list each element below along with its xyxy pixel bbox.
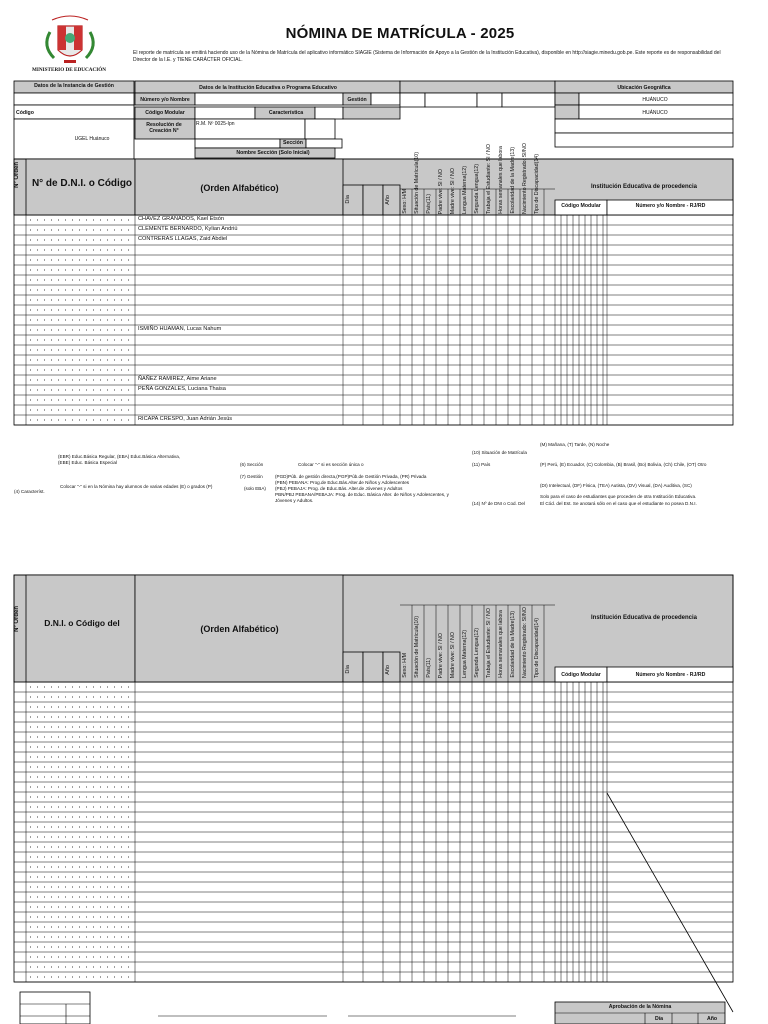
vertical-col-11: Nacimiento Registrado: SI/NO [522, 607, 528, 678]
orden-header: Nº Orden [14, 162, 20, 188]
note-pais: (11) País [472, 462, 491, 467]
aprobacion-title: Aprobación de la Nómina [608, 1004, 672, 1010]
vertical-col-2: Situación de Matrícula(10) [414, 616, 420, 678]
aprobacion-anio: Año [706, 1016, 718, 1022]
table2-dni-col [26, 575, 135, 682]
ubicacion-2: HUÁNUCO [642, 110, 668, 116]
vertical-col-4: Padre vive: SI / NO [438, 632, 444, 678]
vertical-col-12: Tipo de Discapacidad(14) [534, 617, 540, 678]
codigo-modular-header-2: Código Modular [561, 672, 601, 678]
gestion-label: Gestión [347, 97, 367, 103]
u1 [555, 93, 579, 105]
vertical-col-8: Trabaja el Estudiante: SI / NO [486, 607, 492, 678]
ubicacion-title: Ubicación Geográfica [617, 85, 671, 91]
gestion-value [371, 93, 400, 105]
student-name: CHAVEZ GRANADOS, Kael Etsón [138, 216, 225, 222]
u4 [555, 133, 733, 147]
ministry-name: MINISTERIO DE EDUCACIÓN [31, 67, 107, 73]
vertical-col-11: Nacimiento Registrado: SI/NO [522, 143, 528, 214]
seccion-blank [195, 139, 280, 148]
note-discapacidad: (DI) Intelectual, (DF) Física, (TEA) Autista, (DV) Visual, (DA) Auditiva, (SC) [540, 483, 692, 488]
u3 [555, 119, 733, 133]
vertical-col-5: Madre vive: SI / NO [450, 167, 456, 214]
vertical-headers-2 [400, 586, 555, 678]
note-pebaja: (PBJ) PEBAJA: Prog. de Educ.Bás. Alter.de Jóvenes y Adultos [275, 486, 403, 491]
dia-header: Día [345, 195, 351, 204]
note-dni: (14) Nº de DNI o Cod. Del [472, 501, 525, 506]
m4 [502, 93, 555, 107]
resolucion-extra [305, 119, 335, 139]
m1 [400, 93, 425, 107]
alfabetico-header: (Orden Alfabético) [200, 183, 279, 193]
note-gestion: (7) Gestión [240, 474, 263, 479]
caracteristica-extra [343, 107, 400, 119]
vertical-col-6: Lengua Materna(12) [462, 630, 468, 678]
student-name: ÑAÑEZ RAMIREZ, Aime Ariane [138, 376, 217, 382]
note-pebana: (PBN) PEBANA: Prog.de Educ.Bás.Alter.de Niños y Adolescentes [275, 480, 410, 485]
student-name: ISMIÑO HUAMAN, Lucas Nahum [138, 326, 222, 332]
student-name: CLEMENTE BERNARDO, Kylian Andriú [138, 226, 238, 232]
u2 [555, 105, 579, 119]
codigo-label: Código [16, 110, 34, 116]
numero-nombre-value [195, 93, 343, 105]
vertical-col-1: Sexo: H/M [402, 189, 408, 214]
vertical-col-2: Situación de Matrícula(10) [414, 152, 420, 214]
student-name: PEÑA GONZALES, Luciana Thaisa [138, 386, 226, 392]
ugel-value: UGEL Huánuco [74, 136, 110, 142]
numero-rjrd-header-2: Número y/o Nombre - RJ/RD [635, 672, 706, 678]
codigo-modular-header: Código Modular [561, 203, 601, 209]
note-ebr: (EBR) Educ.Básica Regular, (EBA) Educ.Básica Alternativa, [58, 454, 181, 459]
institucion-title: Datos de la Institución Educativa o Programa Educativo [199, 85, 337, 91]
vertical-col-9: Horas semanales que labora [498, 146, 504, 214]
resolucion-value: R.M. Nº 0025-Ipn [196, 121, 235, 127]
vertical-col-7: Segunda Lengua(12) [474, 164, 480, 214]
note-varias-edades: Colocar "-" si en la Nómina hay alumnos de varias edades (E) o grados (P) [60, 484, 213, 489]
instancia-blank [14, 93, 134, 105]
vertical-col-3: País(11) [426, 658, 432, 678]
vertical-col-1: Sexo: H/M [402, 653, 408, 678]
note-ebe: (EBE) Educ. Básica Especial [58, 460, 117, 465]
vertical-col-12: Tipo de Discapacidad(14) [534, 153, 540, 214]
nombre-seccion-label: Nombre Sección (Solo Inicial) [236, 150, 310, 156]
page-title: NÓMINA DE MATRÍCULA - 2025 [285, 25, 515, 42]
student-name: RICAPA CRESPO, Juan Adrián Jesús [138, 416, 233, 422]
note-situacion: (10) Situación de Matrícula [472, 450, 527, 455]
intro-text: El reporte de matrícula se emitirá haciendo uso de la Nómina de Matrícula del aplicativo informático SIAGIE (Sistema de Información de Apoyo a la Gestión de la Institución Educativa), disponible en http://siagie.minedu.gob.pe. Este reporte es de responsabilidad del Director de la I.E. y TIENE CARÁCTER OFICIAL. [133, 50, 721, 63]
student-name: CONTRERAS LLAGAS, Zaid Abdiel [138, 236, 228, 242]
note-paises: (P) Perú, (E) Ecuador, (C) Colombia, (B) Brasil, (Bo) Bolivia, (Ch) Chile, (OT) Otro [540, 462, 707, 467]
note-caracteristica: (4) Característ. [14, 489, 45, 494]
caracteristica-label: Característica [268, 110, 304, 116]
codigo-modular-value [195, 107, 255, 119]
anio-header: Año [385, 195, 391, 205]
note-seccion-unica: Colocar "-" si es sección única o [298, 462, 364, 467]
table2-mes [363, 652, 383, 682]
m2 [425, 93, 477, 107]
numero-rjrd-header: Número y/o Nombre - RJ/RD [635, 203, 706, 209]
seccion-label: Sección [283, 140, 303, 146]
diagonal-strike [607, 793, 733, 1012]
note-procedencia: Solo para el caso de estudiantes que proceden de otra Institución Educativa. [540, 494, 697, 499]
note-solo-eba: (solo EBA) [244, 486, 266, 491]
instancia-title: Datos de la Instancia de Gestión [34, 83, 114, 89]
numero-nombre-label: Número y/o Nombre [140, 97, 190, 103]
vertical-col-10: Escolaridad de la Madre(13) [510, 611, 516, 678]
table1-mes [363, 185, 383, 215]
note-codigo: El Cód. del Est. Se anotará sólo en el caso que el estudiante no posea D.N.I. [540, 501, 697, 506]
alfabetico-header-2: (Orden Alfabético) [200, 624, 279, 634]
note-seccion: (6) Sección [240, 462, 264, 467]
procedencia-header-2: Institución Educativa de procedencia [590, 615, 698, 621]
vertical-col-8: Trabaja el Estudiante: SI / NO [486, 143, 492, 214]
procedencia-header: Institución Educativa de procedencia [590, 184, 698, 190]
vertical-col-10: Escolaridad de la Madre(13) [510, 147, 516, 214]
vertical-col-3: País(11) [426, 194, 432, 214]
vertical-headers-1 [400, 124, 555, 214]
vertical-col-7: Segunda Lengua(12) [474, 628, 480, 678]
note-turnos: (M) Mañana, (T) Tarde, (N) Noche [540, 442, 610, 447]
seccion-value [306, 139, 342, 148]
dni-header-2: D.N.I. o Código del [44, 618, 120, 628]
vertical-col-9: Horas semanales que labora [498, 610, 504, 678]
anio-header-2: Año [385, 665, 391, 675]
m3 [477, 93, 502, 107]
aprobacion-dia: Día [654, 1016, 664, 1022]
ubicacion-1: HUÁNUCO [642, 97, 668, 103]
orden-header-2: Nº Orden [14, 606, 20, 632]
note-pbn-pbj: PBN/PBJ PEBANA/PEBAJA: Prog. de Educ. Básica Alter. de Niños y Adolescentes, y Jóvenes y Adultos. [275, 492, 449, 503]
caracteristica-value [315, 107, 343, 119]
vertical-col-5: Madre vive: SI / NO [450, 631, 456, 678]
dni-header: N° de D.N.I. o Código [31, 178, 133, 189]
vertical-col-4: Padre vive: SI / NO [438, 168, 444, 214]
note-gestion-desc: (PGD)Púb. de gestión directa,(PGP)Púb.de Gestión Privada, (PR) Privada [275, 474, 427, 479]
resolucion-label: Resolución de Creación N° [146, 122, 182, 134]
footer-box-left [20, 992, 90, 1024]
codigo-modular-label: Código Modular [145, 110, 185, 116]
vertical-col-6: Lengua Materna(12) [462, 166, 468, 214]
dia-header-2: Día [345, 665, 351, 674]
middle-header-cell [400, 81, 555, 93]
